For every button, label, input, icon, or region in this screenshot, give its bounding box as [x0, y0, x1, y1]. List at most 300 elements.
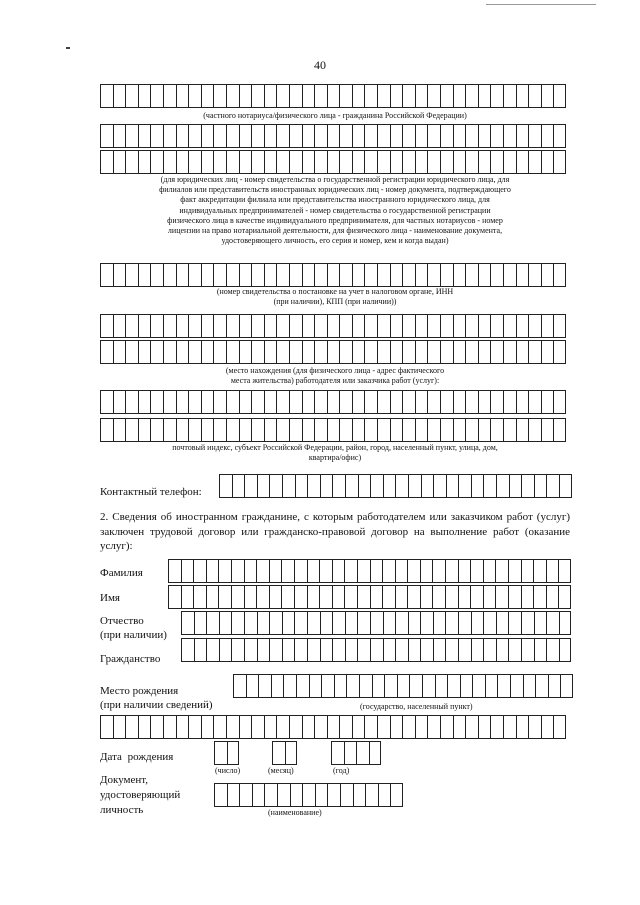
char-box[interactable] [553, 314, 566, 338]
box-row-address-2[interactable] [100, 418, 566, 442]
char-box[interactable] [364, 263, 377, 287]
char-box[interactable] [290, 783, 303, 807]
char-box[interactable] [150, 263, 163, 287]
char-box[interactable] [516, 263, 529, 287]
char-box[interactable] [307, 585, 320, 609]
contact-phone-boxes[interactable] [219, 474, 572, 498]
char-box[interactable] [213, 84, 226, 108]
char-box[interactable] [465, 715, 478, 739]
char-box[interactable] [226, 390, 239, 414]
char-box[interactable] [357, 585, 370, 609]
char-box[interactable] [458, 638, 471, 662]
char-box[interactable] [327, 150, 340, 174]
char-box[interactable] [390, 314, 403, 338]
char-box[interactable] [239, 715, 252, 739]
char-box[interactable] [113, 263, 126, 287]
char-box[interactable] [181, 559, 194, 583]
char-box[interactable] [251, 418, 264, 442]
char-box[interactable] [483, 638, 496, 662]
char-box[interactable] [302, 390, 315, 414]
char-box[interactable] [458, 611, 471, 635]
char-box[interactable] [251, 390, 264, 414]
char-box[interactable] [440, 124, 453, 148]
char-box[interactable] [390, 124, 403, 148]
document-boxes[interactable] [214, 783, 403, 807]
char-box[interactable] [352, 715, 365, 739]
char-box[interactable] [390, 783, 403, 807]
char-box[interactable] [447, 674, 460, 698]
char-box[interactable] [138, 150, 151, 174]
char-box[interactable] [201, 418, 214, 442]
char-box[interactable] [226, 340, 239, 364]
char-box[interactable] [521, 474, 534, 498]
char-box[interactable] [415, 314, 428, 338]
char-box[interactable] [528, 124, 541, 148]
char-box[interactable] [309, 674, 322, 698]
char-box[interactable] [113, 84, 126, 108]
char-box[interactable] [490, 340, 503, 364]
char-box[interactable] [201, 263, 214, 287]
char-box[interactable] [314, 390, 327, 414]
char-box[interactable] [382, 585, 395, 609]
char-box[interactable] [440, 314, 453, 338]
box-row-location-2[interactable] [100, 340, 566, 364]
char-box[interactable] [508, 611, 521, 635]
char-box[interactable] [553, 263, 566, 287]
char-box[interactable] [528, 84, 541, 108]
char-box[interactable] [277, 783, 290, 807]
char-box[interactable] [553, 150, 566, 174]
char-box[interactable] [377, 390, 390, 414]
char-box[interactable] [314, 418, 327, 442]
char-box[interactable] [176, 314, 189, 338]
char-box[interactable] [246, 674, 259, 698]
char-box[interactable] [276, 314, 289, 338]
char-box[interactable] [339, 314, 352, 338]
char-box[interactable] [541, 124, 554, 148]
char-box[interactable] [125, 84, 138, 108]
char-box[interactable] [332, 638, 345, 662]
char-box[interactable] [327, 314, 340, 338]
char-box[interactable] [516, 715, 529, 739]
char-box[interactable] [276, 124, 289, 148]
char-box[interactable] [407, 559, 420, 583]
char-box[interactable] [339, 418, 352, 442]
char-box[interactable] [415, 390, 428, 414]
char-box[interactable] [294, 585, 307, 609]
char-box[interactable] [319, 559, 332, 583]
char-box[interactable] [359, 674, 372, 698]
char-box[interactable] [213, 340, 226, 364]
char-box[interactable] [415, 263, 428, 287]
char-box[interactable] [445, 611, 458, 635]
char-box[interactable] [213, 418, 226, 442]
char-box[interactable] [395, 585, 408, 609]
char-box[interactable] [383, 474, 396, 498]
char-box[interactable] [125, 715, 138, 739]
char-box[interactable] [201, 340, 214, 364]
char-box[interactable] [327, 783, 340, 807]
char-box[interactable] [421, 474, 434, 498]
char-box[interactable] [150, 340, 163, 364]
char-box[interactable] [244, 474, 257, 498]
char-box[interactable] [440, 715, 453, 739]
char-box[interactable] [420, 585, 433, 609]
char-box[interactable] [420, 638, 433, 662]
char-box[interactable] [364, 150, 377, 174]
char-box[interactable] [239, 150, 252, 174]
char-box[interactable] [314, 715, 327, 739]
char-box[interactable] [163, 263, 176, 287]
char-box[interactable] [432, 559, 445, 583]
char-box[interactable] [206, 638, 219, 662]
char-box[interactable] [332, 585, 345, 609]
char-box[interactable] [364, 124, 377, 148]
char-box[interactable] [302, 715, 315, 739]
char-box[interactable] [188, 340, 201, 364]
char-box[interactable] [193, 585, 206, 609]
char-box[interactable] [272, 741, 285, 765]
box-row-address-1[interactable] [100, 390, 566, 414]
char-box[interactable] [206, 559, 219, 583]
char-box[interactable] [244, 611, 257, 635]
char-box[interactable] [176, 263, 189, 287]
char-box[interactable] [402, 124, 415, 148]
char-box[interactable] [364, 418, 377, 442]
char-box[interactable] [546, 559, 559, 583]
char-box[interactable] [446, 474, 459, 498]
char-box[interactable] [251, 124, 264, 148]
char-box[interactable] [163, 390, 176, 414]
char-box[interactable] [289, 124, 302, 148]
char-box[interactable] [503, 84, 516, 108]
char-box[interactable] [150, 150, 163, 174]
char-box[interactable] [339, 715, 352, 739]
char-box[interactable] [497, 674, 510, 698]
char-box[interactable] [264, 340, 277, 364]
patronymic-boxes[interactable] [181, 611, 571, 635]
char-box[interactable] [125, 340, 138, 364]
char-box[interactable] [541, 84, 554, 108]
char-box[interactable] [188, 715, 201, 739]
char-box[interactable] [528, 418, 541, 442]
char-box[interactable] [339, 84, 352, 108]
char-box[interactable] [534, 611, 547, 635]
char-box[interactable] [377, 84, 390, 108]
char-box[interactable] [188, 84, 201, 108]
char-box[interactable] [100, 124, 113, 148]
char-box[interactable] [257, 611, 270, 635]
char-box[interactable] [345, 638, 358, 662]
char-box[interactable] [516, 84, 529, 108]
char-box[interactable] [327, 418, 340, 442]
char-box[interactable] [453, 340, 466, 364]
char-box[interactable] [408, 611, 421, 635]
char-box[interactable] [508, 585, 521, 609]
char-box[interactable] [408, 474, 421, 498]
char-box[interactable] [546, 638, 559, 662]
char-box[interactable] [453, 418, 466, 442]
char-box[interactable] [483, 474, 496, 498]
char-box[interactable] [534, 474, 547, 498]
char-box[interactable] [138, 124, 151, 148]
char-box[interactable] [258, 674, 271, 698]
char-box[interactable] [138, 390, 151, 414]
char-box[interactable] [516, 314, 529, 338]
char-box[interactable] [276, 340, 289, 364]
box-row-location-1[interactable] [100, 314, 566, 338]
char-box[interactable] [264, 715, 277, 739]
char-box[interactable] [201, 715, 214, 739]
char-box[interactable] [509, 474, 522, 498]
birthplace-boxes-2[interactable] [100, 715, 566, 739]
char-box[interactable] [352, 263, 365, 287]
char-box[interactable] [239, 418, 252, 442]
char-box[interactable] [327, 263, 340, 287]
char-box[interactable] [408, 638, 421, 662]
char-box[interactable] [227, 741, 240, 765]
char-box[interactable] [289, 84, 302, 108]
char-box[interactable] [370, 559, 383, 583]
char-box[interactable] [390, 84, 403, 108]
char-box[interactable] [378, 783, 391, 807]
char-box[interactable] [314, 263, 327, 287]
char-box[interactable] [231, 585, 244, 609]
char-box[interactable] [427, 263, 440, 287]
char-box[interactable] [485, 674, 498, 698]
char-box[interactable] [541, 340, 554, 364]
char-box[interactable] [440, 390, 453, 414]
char-box[interactable] [176, 340, 189, 364]
char-box[interactable] [478, 124, 491, 148]
char-box[interactable] [558, 585, 571, 609]
char-box[interactable] [100, 715, 113, 739]
char-box[interactable] [331, 741, 344, 765]
char-box[interactable] [516, 390, 529, 414]
char-box[interactable] [496, 638, 509, 662]
char-box[interactable] [541, 150, 554, 174]
char-box[interactable] [478, 715, 491, 739]
char-box[interactable] [415, 84, 428, 108]
char-box[interactable] [445, 585, 458, 609]
char-box[interactable] [377, 124, 390, 148]
char-box[interactable] [432, 585, 445, 609]
char-box[interactable] [503, 340, 516, 364]
char-box[interactable] [125, 390, 138, 414]
char-box[interactable] [510, 674, 523, 698]
char-box[interactable] [472, 674, 485, 698]
char-box[interactable] [276, 715, 289, 739]
char-box[interactable] [214, 741, 227, 765]
char-box[interactable] [339, 124, 352, 148]
char-box[interactable] [546, 611, 559, 635]
char-box[interactable] [289, 418, 302, 442]
char-box[interactable] [201, 314, 214, 338]
char-box[interactable] [541, 263, 554, 287]
char-box[interactable] [357, 638, 370, 662]
char-box[interactable] [369, 741, 382, 765]
char-box[interactable] [138, 715, 151, 739]
char-box[interactable] [113, 124, 126, 148]
char-box[interactable] [315, 783, 328, 807]
char-box[interactable] [390, 390, 403, 414]
char-box[interactable] [188, 390, 201, 414]
char-box[interactable] [521, 638, 534, 662]
char-box[interactable] [233, 674, 246, 698]
char-box[interactable] [251, 314, 264, 338]
char-box[interactable] [206, 585, 219, 609]
char-box[interactable] [377, 340, 390, 364]
char-box[interactable] [370, 638, 383, 662]
char-box[interactable] [150, 124, 163, 148]
char-box[interactable] [321, 674, 334, 698]
char-box[interactable] [415, 124, 428, 148]
char-box[interactable] [516, 340, 529, 364]
char-box[interactable] [458, 559, 471, 583]
char-box[interactable] [420, 611, 433, 635]
char-box[interactable] [226, 418, 239, 442]
char-box[interactable] [113, 390, 126, 414]
char-box[interactable] [345, 474, 358, 498]
char-box[interactable] [390, 418, 403, 442]
char-box[interactable] [382, 559, 395, 583]
char-box[interactable] [465, 150, 478, 174]
char-box[interactable] [176, 715, 189, 739]
char-box[interactable] [239, 783, 252, 807]
char-box[interactable] [496, 611, 509, 635]
char-box[interactable] [163, 124, 176, 148]
char-box[interactable] [508, 559, 521, 583]
char-box[interactable] [163, 150, 176, 174]
char-box[interactable] [100, 390, 113, 414]
char-box[interactable] [282, 474, 295, 498]
char-box[interactable] [264, 314, 277, 338]
char-box[interactable] [150, 84, 163, 108]
char-box[interactable] [516, 124, 529, 148]
char-box[interactable] [194, 638, 207, 662]
char-box[interactable] [364, 314, 377, 338]
char-box[interactable] [402, 150, 415, 174]
char-box[interactable] [503, 124, 516, 148]
char-box[interactable] [302, 263, 315, 287]
char-box[interactable] [213, 263, 226, 287]
char-box[interactable] [377, 314, 390, 338]
char-box[interactable] [478, 150, 491, 174]
char-box[interactable] [163, 418, 176, 442]
char-box[interactable] [289, 390, 302, 414]
char-box[interactable] [370, 474, 383, 498]
char-box[interactable] [264, 418, 277, 442]
char-box[interactable] [113, 715, 126, 739]
char-box[interactable] [218, 585, 231, 609]
char-box[interactable] [226, 150, 239, 174]
char-box[interactable] [528, 263, 541, 287]
char-box[interactable] [125, 418, 138, 442]
char-box[interactable] [244, 585, 257, 609]
char-box[interactable] [176, 390, 189, 414]
char-box[interactable] [319, 585, 332, 609]
char-box[interactable] [100, 418, 113, 442]
char-box[interactable] [390, 150, 403, 174]
char-box[interactable] [302, 340, 315, 364]
char-box[interactable] [214, 783, 227, 807]
char-box[interactable] [296, 674, 309, 698]
char-box[interactable] [427, 150, 440, 174]
char-box[interactable] [226, 263, 239, 287]
char-box[interactable] [188, 314, 201, 338]
char-box[interactable] [219, 638, 232, 662]
char-box[interactable] [533, 559, 546, 583]
char-box[interactable] [188, 150, 201, 174]
char-box[interactable] [483, 559, 496, 583]
char-box[interactable] [100, 314, 113, 338]
char-box[interactable] [503, 263, 516, 287]
char-box[interactable] [453, 84, 466, 108]
char-box[interactable] [352, 314, 365, 338]
char-box[interactable] [168, 585, 181, 609]
char-box[interactable] [168, 559, 181, 583]
char-box[interactable] [332, 474, 345, 498]
box-row-tax[interactable] [100, 263, 566, 287]
char-box[interactable] [377, 418, 390, 442]
char-box[interactable] [257, 474, 270, 498]
char-box[interactable] [352, 84, 365, 108]
char-box[interactable] [302, 783, 315, 807]
birthdate-month-boxes[interactable] [272, 741, 297, 765]
char-box[interactable] [407, 585, 420, 609]
char-box[interactable] [453, 124, 466, 148]
char-box[interactable] [307, 611, 320, 635]
char-box[interactable] [302, 418, 315, 442]
char-box[interactable] [503, 715, 516, 739]
char-box[interactable] [395, 611, 408, 635]
char-box[interactable] [283, 674, 296, 698]
char-box[interactable] [320, 474, 333, 498]
char-box[interactable] [370, 585, 383, 609]
char-box[interactable] [523, 674, 536, 698]
char-box[interactable] [256, 585, 269, 609]
char-box[interactable] [483, 611, 496, 635]
char-box[interactable] [352, 124, 365, 148]
box-row-notary[interactable] [100, 84, 566, 108]
char-box[interactable] [339, 390, 352, 414]
char-box[interactable] [251, 715, 264, 739]
char-box[interactable] [332, 559, 345, 583]
char-box[interactable] [201, 390, 214, 414]
char-box[interactable] [553, 84, 566, 108]
char-box[interactable] [150, 314, 163, 338]
char-box[interactable] [427, 390, 440, 414]
char-box[interactable] [435, 674, 448, 698]
char-box[interactable] [433, 474, 446, 498]
char-box[interactable] [344, 559, 357, 583]
char-box[interactable] [264, 390, 277, 414]
char-box[interactable] [402, 715, 415, 739]
char-box[interactable] [427, 84, 440, 108]
char-box[interactable] [503, 390, 516, 414]
char-box[interactable] [490, 314, 503, 338]
char-box[interactable] [125, 314, 138, 338]
char-box[interactable] [503, 314, 516, 338]
char-box[interactable] [327, 390, 340, 414]
char-box[interactable] [138, 418, 151, 442]
char-box[interactable] [219, 474, 232, 498]
char-box[interactable] [320, 611, 333, 635]
char-box[interactable] [138, 314, 151, 338]
char-box[interactable] [558, 559, 571, 583]
char-box[interactable] [213, 150, 226, 174]
char-box[interactable] [490, 390, 503, 414]
